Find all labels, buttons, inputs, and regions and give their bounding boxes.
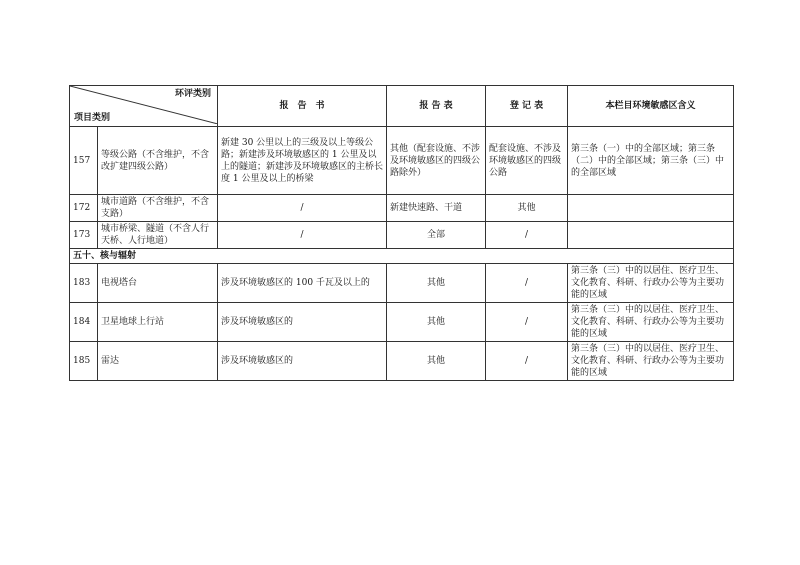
section-title: 五十、核与辐射 [70, 249, 734, 264]
sensitive-area-definition [568, 222, 734, 249]
report-book-criteria: 涉及环境敏感区的 100 千瓦及以上的 [218, 264, 387, 303]
row-number: 172 [70, 195, 98, 222]
header-report-book: 报 告 书 [218, 86, 387, 127]
register-form-criteria: / [486, 222, 568, 249]
project-name: 电视塔台 [98, 264, 218, 303]
register-form-criteria: / [486, 264, 568, 303]
sensitive-area-definition: 第三条（三）中的以居住、医疗卫生、文化教育、科研、行政办公等为主要功能的区域 [568, 264, 734, 303]
report-form-criteria: 新建快速路、干道 [387, 195, 486, 222]
project-name: 城市道路（不含维护，不含支路） [98, 195, 218, 222]
report-book-criteria: / [218, 195, 387, 222]
report-form-criteria: 其他 [387, 264, 486, 303]
row-number: 185 [70, 342, 98, 381]
report-form-criteria: 其他 [387, 342, 486, 381]
row-number: 184 [70, 303, 98, 342]
report-form-criteria: 其他 [387, 303, 486, 342]
project-name: 卫星地球上行站 [98, 303, 218, 342]
register-form-criteria: / [486, 342, 568, 381]
sensitive-area-definition: 第三条（一）中的全部区域；第三条（二）中的全部区域；第三条（三）中的全部区域 [568, 127, 734, 195]
table-header-row [70, 86, 734, 127]
row-number: 183 [70, 264, 98, 303]
sensitive-area-definition: 第三条（三）中的以居住、医疗卫生、文化教育、科研、行政办公等为主要功能的区域 [568, 303, 734, 342]
project-name: 城市桥梁、隧道（不含人行天桥、人行地道） [98, 222, 218, 249]
register-form-criteria: 其他 [486, 195, 568, 222]
report-book-criteria: 涉及环境敏感区的 [218, 342, 387, 381]
sensitive-area-definition [568, 195, 734, 222]
header-project-category: 项目类别 [74, 113, 111, 123]
table-row [70, 303, 734, 342]
table-row [70, 222, 734, 249]
header-eia-category: 环评类别 [174, 89, 211, 99]
header-sensitive-area: 本栏目环境敏感区含义 [568, 86, 734, 127]
report-form-criteria: 全部 [387, 222, 486, 249]
table-row [70, 195, 734, 222]
register-form-criteria: / [486, 303, 568, 342]
header-register-form: 登 记 表 [486, 86, 568, 127]
table-row [70, 264, 734, 303]
section-row [70, 249, 734, 264]
report-book-criteria: 新建 30 公里以上的三级及以上等级公路；新建涉及环境敏感区的 1 公里及以上的隧道；新建涉及环境敏感区的主桥长度 1 公里及以上的桥梁 [218, 127, 387, 195]
report-book-criteria: 涉及环境敏感区的 [218, 303, 387, 342]
project-name: 等级公路（不含维护，不含改扩建四级公路） [98, 127, 218, 195]
row-number: 157 [70, 127, 98, 195]
header-report-form: 报 告 表 [387, 86, 486, 127]
eia-category-table [69, 85, 734, 381]
table-row [70, 127, 734, 195]
row-number: 173 [70, 222, 98, 249]
sensitive-area-definition: 第三条（三）中的以居住、医疗卫生、文化教育、科研、行政办公等为主要功能的区域 [568, 342, 734, 381]
report-form-criteria: 其他（配套设施、不涉及环境敏感区的四级公路除外） [387, 127, 486, 195]
register-form-criteria: 配套设施、不涉及环境敏感区的四级公路 [486, 127, 568, 195]
header-corner-cell [70, 86, 218, 127]
project-name: 雷达 [98, 342, 218, 381]
report-book-criteria: / [218, 222, 387, 249]
table-row [70, 342, 734, 381]
